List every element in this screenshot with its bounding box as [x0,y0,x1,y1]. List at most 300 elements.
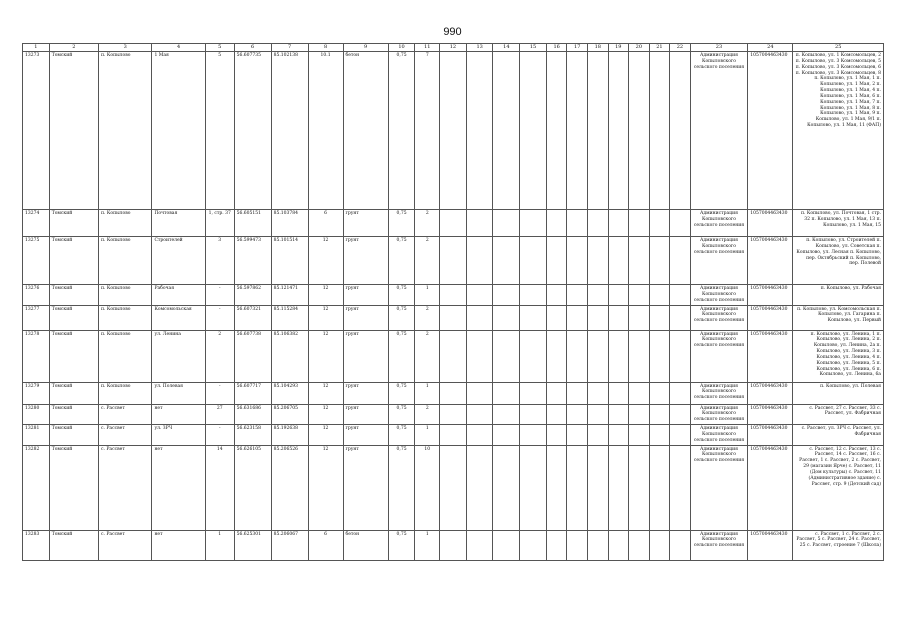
empty-cell [520,210,547,237]
empty-cell [629,210,650,237]
column-number: 10 [388,44,415,52]
cell-c4: нет [152,530,205,560]
cell-c24: 1057004463430 [748,305,793,330]
cell-c7: 85.115284 [271,305,308,330]
empty-cell [608,52,629,210]
cell-c8: 12 [308,404,343,425]
cell-c7: 85.121471 [271,285,308,306]
table-row [23,382,884,404]
cell-c2: Томский [49,52,98,210]
cell-c1: 13276 [23,285,50,306]
cell-c24: 1057004463430 [748,425,793,446]
cell-c1: 13277 [23,305,50,330]
cell-c5: - [205,382,234,404]
empty-cell [493,425,520,446]
column-number: 6 [234,44,271,52]
empty-cell [466,305,493,330]
empty-cell [546,404,567,425]
empty-cell [520,445,547,530]
cell-c1: 13278 [23,330,50,382]
cell-c4: ул. Ленина [152,330,205,382]
cell-c7: 85.102138 [271,52,308,210]
cell-c8: 12 [308,305,343,330]
empty-cell [629,305,650,330]
cell-c6: 56.623158 [234,425,271,446]
cell-c1: 13283 [23,530,50,560]
cell-c3: п. Копылово [99,237,152,285]
cell-c2: Томский [49,285,98,306]
cell-c8: 12 [308,445,343,530]
cell-c3: с. Рассвет [99,530,152,560]
cell-c23: Администрация Копыловского сельского поселения [690,237,748,285]
cell-c5: 3 [205,237,234,285]
empty-cell [567,530,588,560]
empty-cell [466,404,493,425]
empty-cell [493,530,520,560]
cell-c24: 1057004463430 [748,52,793,210]
empty-cell [649,285,670,306]
cell-c5: - [205,425,234,446]
cell-c3: п. Копылово [99,210,152,237]
empty-cell [629,285,650,306]
cell-c25: с. Рассвет, 1 с. Рассвет, 2 с. Рассвет, 5 с. Рассвет, 24 с. Рассвет, 25 с. Рассвет, строение 7 (Школа) [793,530,884,560]
empty-cell [670,445,691,530]
cell-c6: 56.607321 [234,305,271,330]
cell-c10: 0,75 [388,530,415,560]
empty-cell [587,52,608,210]
column-number: 15 [520,44,547,52]
cell-c8: 12 [308,382,343,404]
cell-c25: с. Рассвет, 27 с. Рассвет, 33 с. Рассвет, ул. Фабричная [793,404,884,425]
cell-c6: 56.599473 [234,237,271,285]
cell-c25: с. Рассвет, ул. ЗРЧ с. Рассвет, ул. Фабричная [793,425,884,446]
empty-cell [567,404,588,425]
cell-c6: 56.597862 [234,285,271,306]
column-number: 24 [748,44,793,52]
cell-c6: 56.607735 [234,52,271,210]
empty-cell [629,445,650,530]
cell-c23: Администрация Копыловского сельского поселения [690,330,748,382]
cell-c4: ул. ЗРЧ [152,425,205,446]
column-number: 4 [152,44,205,52]
cell-c23: Администрация Копыловского сельского поселения [690,425,748,446]
cell-c2: Томский [49,425,98,446]
empty-cell [546,530,567,560]
table-row [23,52,884,210]
empty-cell [546,382,567,404]
cell-c3: п. Копылово [99,285,152,306]
empty-cell [649,425,670,446]
cell-c9: бетон [343,52,388,210]
empty-cell [567,382,588,404]
cell-c10: 0,75 [388,210,415,237]
empty-cell [608,425,629,446]
empty-cell [493,305,520,330]
empty-cell [546,330,567,382]
cell-c10: 0,75 [388,330,415,382]
table-row [23,530,884,560]
cell-c5: 27 [205,404,234,425]
empty-cell [567,52,588,210]
empty-cell [670,237,691,285]
empty-cell [608,445,629,530]
column-number: 9 [343,44,388,52]
empty-cell [440,285,467,306]
column-number-row [23,44,884,52]
empty-cell [649,305,670,330]
column-number: 16 [546,44,567,52]
cell-c24: 1057004463430 [748,210,793,237]
cell-c11: 7 [415,52,440,210]
cell-c2: Томский [49,445,98,530]
empty-cell [466,285,493,306]
table-row [23,237,884,285]
cell-c5: 5 [205,52,234,210]
cell-c9: грунт [343,445,388,530]
empty-cell [493,52,520,210]
cell-c5: 1, стр. 37 [205,210,234,237]
empty-cell [670,425,691,446]
table-row [23,404,884,425]
empty-cell [587,330,608,382]
column-number: 12 [440,44,467,52]
empty-cell [608,237,629,285]
empty-cell [670,210,691,237]
cell-c6: 56.626105 [234,445,271,530]
cell-c4: 1 Мая [152,52,205,210]
column-number: 21 [649,44,670,52]
page-number: 990 [443,26,462,38]
empty-cell [440,52,467,210]
cell-c4: нет [152,445,205,530]
empty-cell [567,330,588,382]
cell-c8: 10.1 [308,52,343,210]
empty-cell [649,210,670,237]
empty-cell [629,425,650,446]
cell-c2: Томский [49,330,98,382]
cell-c8: 12 [308,285,343,306]
table-row [23,285,884,306]
empty-cell [670,52,691,210]
cell-c25: п. Копылово, ул. Полевая [793,382,884,404]
empty-cell [587,305,608,330]
cell-c9: грунт [343,210,388,237]
cell-c8: 12 [308,237,343,285]
cell-c10: 0,75 [388,285,415,306]
empty-cell [629,330,650,382]
cell-c7: 85.192638 [271,425,308,446]
cell-c23: Администрация Копыловского сельского поселения [690,52,748,210]
cell-c8: 6 [308,210,343,237]
registry-table [22,43,884,561]
cell-c3: п. Копылово [99,330,152,382]
cell-c1: 13275 [23,237,50,285]
empty-cell [466,445,493,530]
column-number: 19 [608,44,629,52]
empty-cell [649,237,670,285]
cell-c6: 56.605151 [234,210,271,237]
empty-cell [608,305,629,330]
cell-c4: Строителей [152,237,205,285]
cell-c11: 2 [415,210,440,237]
cell-c1: 13279 [23,382,50,404]
empty-cell [440,445,467,530]
empty-cell [649,382,670,404]
cell-c6: 56.607738 [234,330,271,382]
empty-cell [440,305,467,330]
column-number: 3 [99,44,152,52]
empty-cell [493,285,520,306]
empty-cell [546,285,567,306]
cell-c1: 13282 [23,445,50,530]
column-number: 5 [205,44,234,52]
table-row [23,445,884,530]
cell-c24: 1057004463430 [748,382,793,404]
table-row [23,425,884,446]
empty-cell [520,330,547,382]
cell-c3: п. Копылово [99,382,152,404]
empty-cell [466,52,493,210]
table-row [23,330,884,382]
cell-c10: 0,75 [388,237,415,285]
cell-c25: с. Рассвет, 12 с. Рассвет, 13 с. Рассвет, 14 с. Рассвет, 16 с. Рассвет, 1 с. Рассвет, 2 с. Рассвет, 29 (магазин Ярче) с. Рассвет, 11 (Дом культуры) с. Рассвет, 11 (Административное здание) с. Рассвет, стр. 9 (Детский сад) [793,445,884,530]
cell-c10: 0,75 [388,404,415,425]
cell-c23: Администрация Копыловского сельского поселения [690,210,748,237]
cell-c24: 1057004463430 [748,445,793,530]
empty-cell [608,382,629,404]
cell-c24: 1057004463430 [748,530,793,560]
cell-c8: 6 [308,530,343,560]
cell-c11: 10 [415,445,440,530]
cell-c24: 1057004463430 [748,285,793,306]
cell-c9: грунт [343,285,388,306]
cell-c11: 2 [415,404,440,425]
empty-cell [629,382,650,404]
column-number: 18 [587,44,608,52]
cell-c6: 56.625301 [234,530,271,560]
empty-cell [493,382,520,404]
table-row [23,210,884,237]
cell-c23: Администрация Копыловского сельского поселения [690,382,748,404]
cell-c7: 85.103784 [271,210,308,237]
cell-c8: 12 [308,330,343,382]
cell-c1: 13281 [23,425,50,446]
empty-cell [520,404,547,425]
empty-cell [440,530,467,560]
column-number: 25 [793,44,884,52]
cell-c3: п. Копыловo [99,52,152,210]
cell-c11: 1 [415,382,440,404]
cell-c11: 1 [415,285,440,306]
cell-c24: 1057004463430 [748,404,793,425]
empty-cell [629,52,650,210]
cell-c2: Томский [49,237,98,285]
cell-c24: 1057004463430 [748,330,793,382]
column-number: 8 [308,44,343,52]
cell-c25: п. Копылово, ул. Комсомольская п. Копылово, ул. Гагарина п. Копылово, ул. Первый [793,305,884,330]
cell-c4: ул. Полевая [152,382,205,404]
empty-cell [587,530,608,560]
empty-cell [466,330,493,382]
empty-cell [649,445,670,530]
cell-c4: Рабочая [152,285,205,306]
cell-c23: Администрация Копыловского сельского поселения [690,305,748,330]
empty-cell [466,210,493,237]
empty-cell [466,425,493,446]
cell-c5: 1 [205,530,234,560]
empty-cell [466,382,493,404]
cell-c25: п. Копылово, ул. Строителей п. Копылово, ул. Советская п. Копылово, ул. Лесная п. Копылово, пер. Октябрьский п. Копылово, пер. Полевой [793,237,884,285]
cell-c9: грунт [343,305,388,330]
cell-c23: Администрация Копыловского сельского поселения [690,530,748,560]
empty-cell [546,210,567,237]
cell-c3: с. Рассвет [99,404,152,425]
cell-c9: грунт [343,404,388,425]
cell-c11: 1 [415,425,440,446]
cell-c24: 1057004463430 [748,237,793,285]
cell-c7: 85.104293 [271,382,308,404]
empty-cell [520,382,547,404]
cell-c3: с. Рассвет [99,425,152,446]
cell-c7: 85.101514 [271,237,308,285]
cell-c9: грунт [343,382,388,404]
empty-cell [493,404,520,425]
cell-c10: 0,75 [388,382,415,404]
cell-c23: Администрация Копыловского сельского поселения [690,445,748,530]
cell-c25: п. Копылово, ул. Ленина, 1 п. Копылово, ул. Ленина, 2 п. Копылово, ул. Ленина, 2а п. Копылово, ул. Ленина, 3 п. Копылово, ул. Ленина, 4 п. Копылово, ул. Ленина, 5 п. Копылово, ул. Ленина, 6 п. Копылово, ул. Ленина, 6а [793,330,884,382]
empty-cell [587,425,608,446]
column-number: 22 [670,44,691,52]
empty-cell [608,530,629,560]
cell-c25: п. Копылово, ул. Рабочая [793,285,884,306]
column-number: 14 [493,44,520,52]
cell-c6: 56.607717 [234,382,271,404]
empty-cell [493,237,520,285]
cell-c4: Комсомольская [152,305,205,330]
cell-c2: Томский [49,305,98,330]
cell-c7: 85.206526 [271,445,308,530]
empty-cell [440,330,467,382]
empty-cell [608,210,629,237]
cell-c9: бетон [343,530,388,560]
empty-cell [440,210,467,237]
empty-cell [567,210,588,237]
empty-cell [649,52,670,210]
empty-cell [567,305,588,330]
cell-c2: Томский [49,404,98,425]
empty-cell [567,237,588,285]
cell-c7: 85.206705 [271,404,308,425]
empty-cell [649,404,670,425]
empty-cell [649,330,670,382]
empty-cell [546,425,567,446]
empty-cell [546,237,567,285]
empty-cell [608,404,629,425]
empty-cell [520,237,547,285]
cell-c7: 85.206067 [271,530,308,560]
cell-c11: 2 [415,305,440,330]
empty-cell [670,382,691,404]
cell-c10: 0,75 [388,425,415,446]
empty-cell [629,530,650,560]
empty-cell [587,237,608,285]
cell-c11: 2 [415,330,440,382]
cell-c23: Администрация Копыловского сельского поселения [690,285,748,306]
empty-cell [520,305,547,330]
cell-c1: 13273 [23,52,50,210]
empty-cell [567,445,588,530]
cell-c8: 12 [308,425,343,446]
cell-c3: с. Рассвет [99,445,152,530]
cell-c6: 56.631686 [234,404,271,425]
empty-cell [587,382,608,404]
empty-cell [670,305,691,330]
column-number: 2 [49,44,98,52]
empty-cell [587,445,608,530]
cell-c5: 2 [205,330,234,382]
empty-cell [493,210,520,237]
empty-cell [520,530,547,560]
cell-c25: п. Копылово, ул. 1 Комсомольцев, 2 п. Копылово, ул. 3 Комсомольцев, 5 п. Копылово, ул. 3 Комсомольцев, 6 п. Копылово, ул. 3 Комсомольцев, 8 п. Копылово, ул. 1 Мая, 1 п. Копылово, ул. 1 Мая, 2 п. Копылово, ул. 1 Мая, 4 п. Копылово, ул. 1 Мая, 6 п. Копылово, ул. 1 Мая, 7 п. Копылово, ул. 1 Мая, 8 п. Копылово, ул. 1 Мая, 9 п. Копылово, ул. 1 Мая, 9/1 п. Копылово, ул. 1 Мая, 11 (ФАП) [793,52,884,210]
empty-cell [670,530,691,560]
cell-c9: грунт [343,330,388,382]
cell-c11: 2 [415,237,440,285]
column-number: 17 [567,44,588,52]
empty-cell [520,285,547,306]
cell-c5: - [205,285,234,306]
column-number: 7 [271,44,308,52]
empty-cell [466,530,493,560]
cell-c1: 13274 [23,210,50,237]
cell-c10: 0,75 [388,305,415,330]
empty-cell [440,237,467,285]
empty-cell [629,404,650,425]
empty-cell [493,445,520,530]
cell-c1: 13280 [23,404,50,425]
empty-cell [520,425,547,446]
cell-c4: нет [152,404,205,425]
cell-c7: 85.106382 [271,330,308,382]
cell-c9: грунт [343,237,388,285]
table-row [23,305,884,330]
empty-cell [546,445,567,530]
empty-cell [520,52,547,210]
empty-cell [440,425,467,446]
empty-cell [649,530,670,560]
empty-cell [567,425,588,446]
column-number: 20 [629,44,650,52]
cell-c2: Томский [49,210,98,237]
column-number: 23 [690,44,748,52]
empty-cell [493,330,520,382]
cell-c25: п. Копылово, ул. Почтовая, 1 стр. 32 п. Копылово, ул. 1 Мая, 13 п. Копылово, ул. 1 Мая, 15 [793,210,884,237]
cell-c5: 14 [205,445,234,530]
empty-cell [670,404,691,425]
cell-c3: п. Копылово [99,305,152,330]
empty-cell [670,330,691,382]
column-number: 11 [415,44,440,52]
empty-cell [629,237,650,285]
empty-cell [567,285,588,306]
cell-c5: - [205,305,234,330]
empty-cell [608,330,629,382]
empty-cell [440,382,467,404]
empty-cell [587,210,608,237]
cell-c10: 0,75 [388,445,415,530]
empty-cell [587,404,608,425]
empty-cell [546,52,567,210]
empty-cell [670,285,691,306]
